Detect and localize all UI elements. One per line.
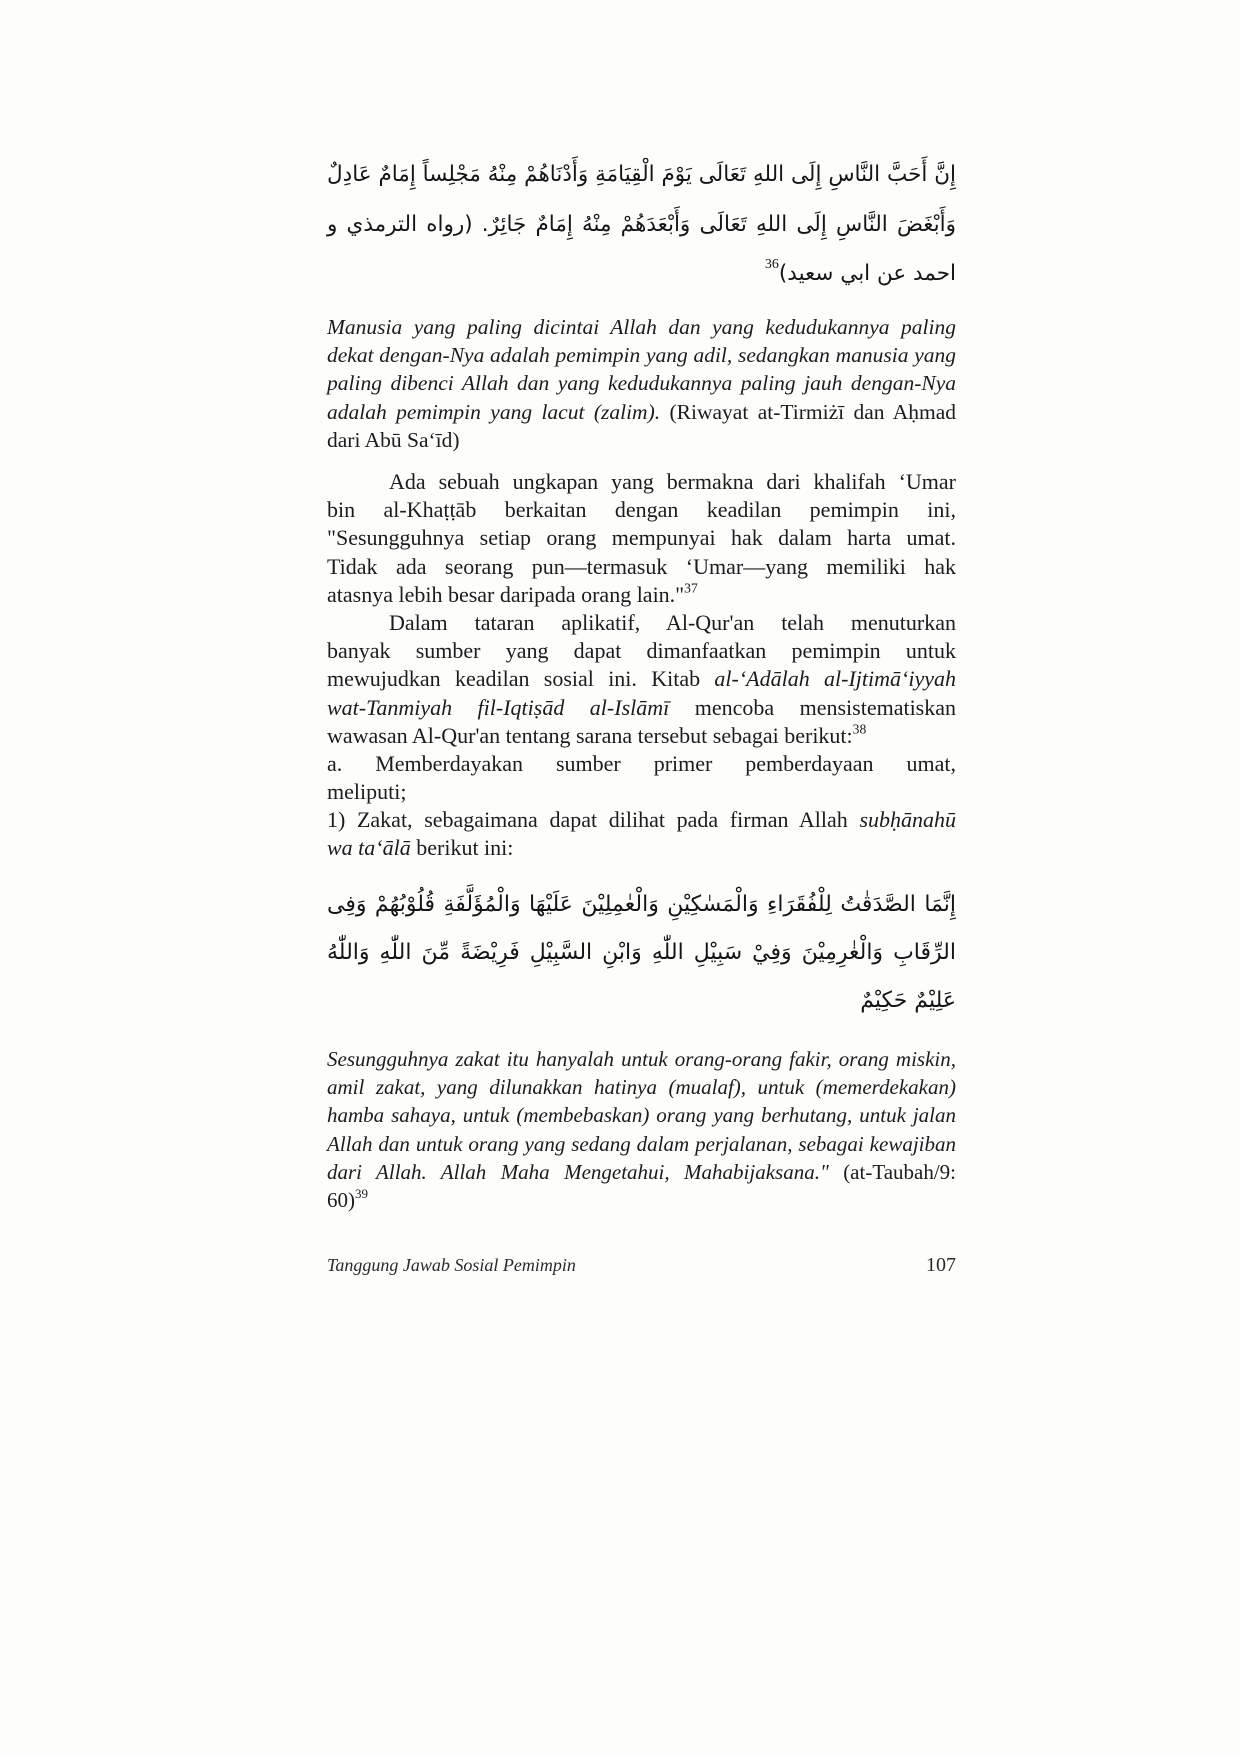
- hadith-arabic-line: إِنَّ أَحَبَّ النَّاسِ إِلَى اللهِ تَعَالَى يَوْمَ الْقِيَامَةِ وَأَدْنَاهُمْ مِنْهُ مَجْلِساً إِمَامٌ عَادِلٌ: [327, 162, 956, 187]
- translation-line: [327, 1158, 956, 1186]
- paragraph-line: Ada sebuah ungkapan yang bermakna dari khalifah ‘Umar: [389, 469, 956, 494]
- verse-citation: 60): [327, 1187, 355, 1212]
- list-item-text: berikut ini:: [416, 835, 514, 861]
- quran-verse-line: الرِّقَابِ وَالْغٰرِمِيْنَ وَفِيْ سَبِيْلِ اللّٰهِ وَابْنِ السَّبِيْلِ فَرِيْضَةً مِّنَ اللّٰهِ وَاللّٰهُ: [327, 940, 956, 965]
- footnote-ref: 36: [764, 257, 779, 272]
- translation-line: Manusia yang paling dicintai Allah dan yang kedudukannya paling: [327, 315, 956, 339]
- translation-line: hamba sahaya, untuk (membebaskan) orang yang berhutang, untuk jalan: [327, 1103, 956, 1128]
- paragraph-line: [327, 694, 956, 722]
- translation-line: Sesungguhnya zakat itu hanyalah untuk orang-orang fakir, orang miskin,: [327, 1047, 956, 1071]
- translation-line: dekat dengan-Nya adalah pemimpin yang adil, sedangkan manusia yang: [327, 343, 956, 368]
- paragraph-text: atasnya lebih besar daripada orang lain.": [327, 581, 685, 607]
- paragraph-line: Tidak ada seorang pun—termasuk ‘Umar—yang memiliki hak: [327, 553, 956, 579]
- hadith-arabic-block: [327, 150, 956, 299]
- translation-line: [327, 1186, 956, 1214]
- translation-text: adalah pemimpin yang lacut (zalim).: [327, 399, 661, 424]
- page-number: 107: [926, 1254, 956, 1276]
- translation-line: amil zakat, yang dilunakkan hatinya (mualaf), untuk (memerdekakan): [327, 1075, 956, 1100]
- paragraph-line: [327, 722, 956, 750]
- paragraph-text: wawasan Al-Qur'an tentang sarana tersebut sebagai berikut:: [327, 722, 853, 748]
- paragraph-line: banyak sumber yang dapat dimanfaatkan pemimpin untuk: [327, 638, 956, 664]
- book-title: al-‘Adālah al-Ijtimā‘iyyah: [714, 666, 957, 692]
- body-text-block: [327, 468, 956, 863]
- footnote-ref: 39: [355, 1185, 369, 1201]
- paragraph-line: [327, 665, 956, 693]
- footnote-ref: 38: [852, 721, 867, 737]
- translation-line: Allah dan untuk orang yang sedang dalam perjalanan, sebagai kewajiban: [327, 1131, 956, 1156]
- running-title: Tanggung Jawab Sosial Pemimpin: [327, 1255, 576, 1275]
- paragraph-text: mewujudkan keadilan sosial ini. Kitab: [327, 666, 701, 692]
- hadith-translation-block: [327, 313, 956, 454]
- hadith-source: (Riwayat at-Tirmiżī dan Aḥmad: [669, 399, 956, 424]
- hadith-arabic-text: احمد عن ابي سعيد): [778, 261, 956, 286]
- hadith-source: dari Abū Sa‘īd): [327, 427, 460, 452]
- list-item-text: 1) Zakat, sebagaimana dapat dilihat pada firman Allah: [327, 807, 848, 833]
- paragraph-line: bin al-Khaṭṭāb berkaitan dengan keadilan pemimpin ini,: [327, 497, 956, 523]
- quran-verse-block: [327, 881, 956, 1025]
- paragraph-text: mencoba mensistematiskan: [694, 694, 957, 720]
- list-item-a-line: a. Memberdayakan sumber primer pemberdayaan umat,: [327, 750, 956, 776]
- translation-line: paling dibenci Allah dan yang kedudukannya paling jauh dengan-Nya: [327, 371, 956, 396]
- translation-line: [327, 398, 956, 426]
- book-title: wat-Tanmiyah fil-Iqtiṣād al-Islāmī: [327, 694, 670, 720]
- paragraph-line: [327, 581, 956, 609]
- list-item-zakat-line: [327, 806, 956, 834]
- verse-translation-block: [327, 1045, 956, 1214]
- hadith-arabic-line: وَأَبْغَضَ النَّاسِ إِلَى اللهِ تَعَالَى وَأَبْعَدَهُمْ مِنْهُ إِمَامٌ جَائِرٌ. (رواه الترمذي و: [327, 211, 956, 237]
- verse-citation: (at-Taubah/9:: [843, 1159, 957, 1184]
- list-item-a-line: meliputi;: [327, 779, 407, 805]
- page-footer: [327, 1254, 956, 1282]
- paragraph-line: Dalam tataran aplikatif, Al-Qur'an telah menuturkan: [389, 609, 956, 635]
- list-item-zakat-line: [327, 834, 956, 862]
- honorific: subḥānahū: [859, 807, 956, 833]
- hadith-arabic-line: [327, 249, 956, 299]
- honorific: wa ta‘ālā: [327, 835, 411, 861]
- quran-verse-line: إِنَّمَا الصَّدَقٰتُ لِلْفُقَرَاءِ وَالْمَسٰكِيْنِ وَالْعٰمِلِيْنَ عَلَيْهَا وَالْمُؤَلَّفَةِ قُلُوْبُهُمْ وَفِى: [327, 892, 956, 917]
- quran-verse-line: عَلِيْمٌ حَكِيْمٌ: [860, 988, 956, 1013]
- footnote-ref: 37: [684, 580, 698, 596]
- translation-text: dari Allah. Allah Maha Mengetahui, Mahabijaksana.": [327, 1159, 829, 1184]
- paragraph-line: "Sesungguhnya setiap orang mempunyai hak dalam harta umat.: [327, 525, 956, 551]
